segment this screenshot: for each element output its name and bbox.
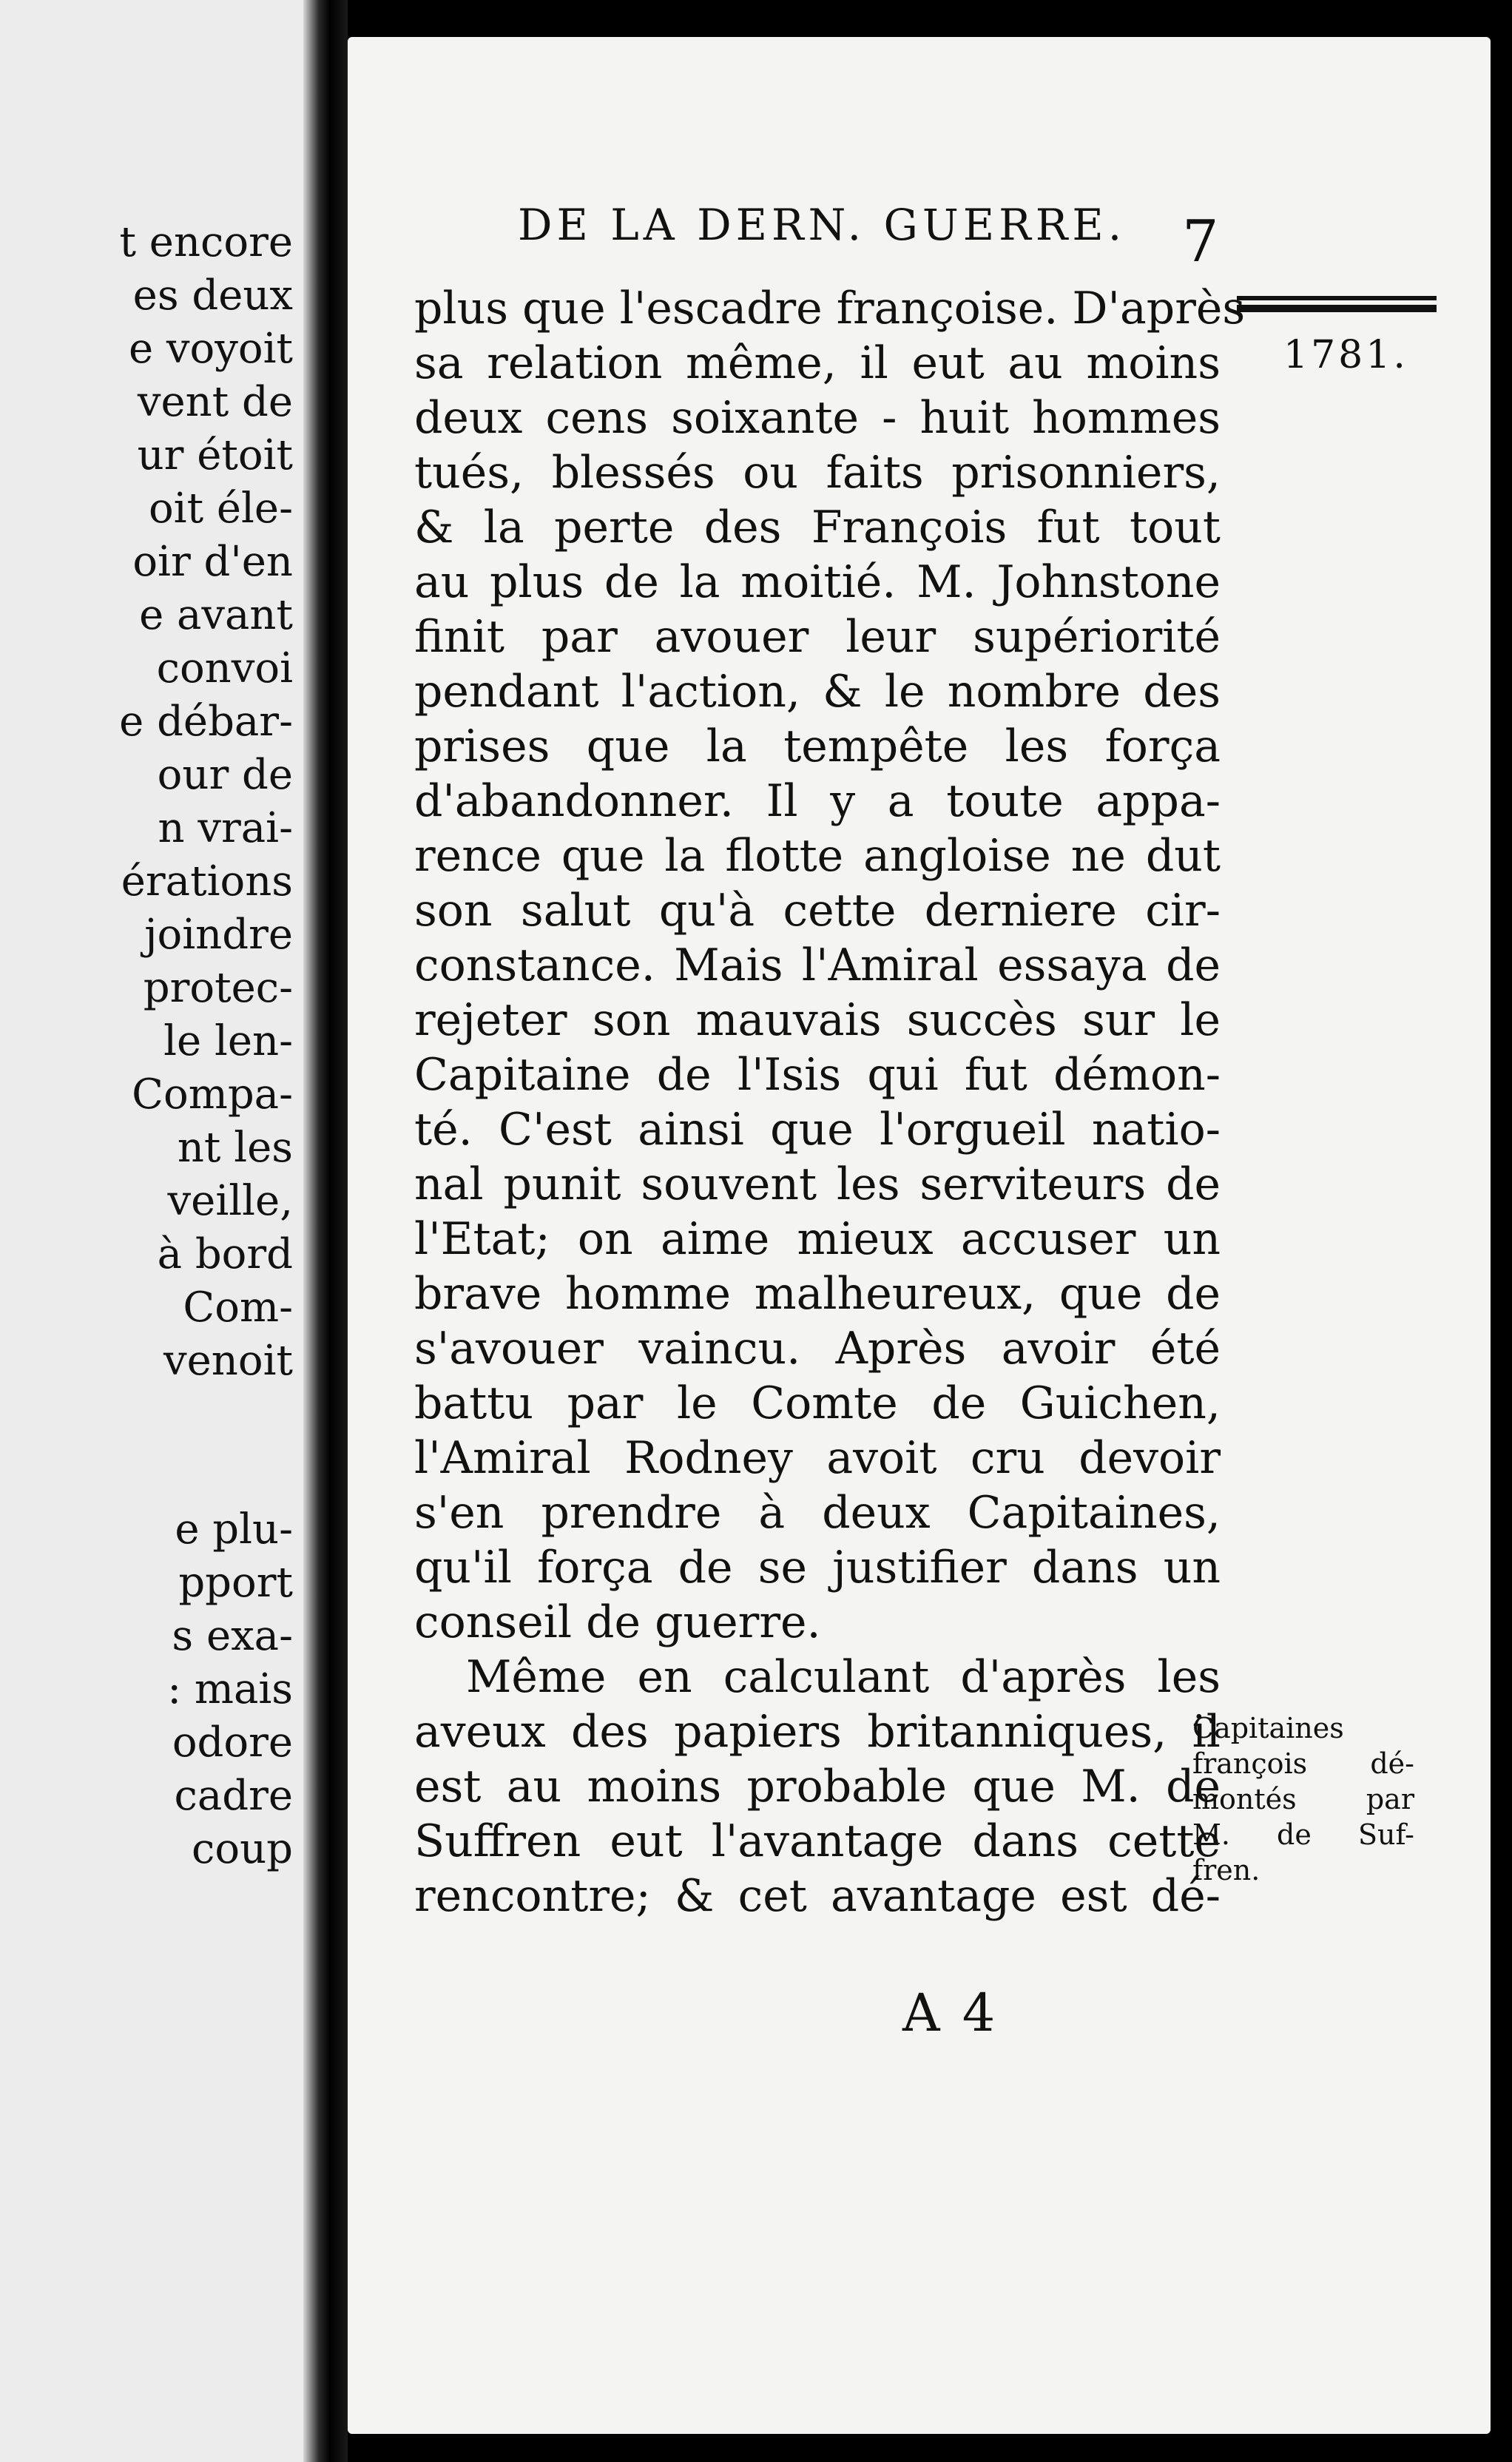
- left-line: cadre: [174, 1772, 293, 1820]
- text-line: Capitaine de l'Isis qui fut démon-: [414, 1049, 1221, 1101]
- text-line: Suffren eut l'avantage dans cette: [414, 1815, 1221, 1867]
- left-line: es deux: [132, 272, 293, 320]
- left-line: Com-: [183, 1284, 293, 1332]
- text-line: té. C'est ainsi que l'orgueil natio-: [414, 1104, 1221, 1156]
- left-line: pport: [178, 1559, 293, 1607]
- margin-note-line: fren.: [1192, 1854, 1260, 1886]
- text-line: aveux des papiers britanniques, il: [414, 1706, 1221, 1758]
- left-line: : mais: [167, 1665, 293, 1713]
- left-line: coup: [192, 1825, 293, 1873]
- left-line: vent de: [137, 378, 293, 426]
- margin-note-line: M. de Suf-: [1192, 1818, 1414, 1851]
- left-line: protec-: [143, 964, 293, 1012]
- left-line: e plu-: [175, 1505, 293, 1554]
- signature-mark: A 4: [902, 1983, 999, 2043]
- text-line: l'Amiral Rodney avoit cru devoir: [414, 1432, 1221, 1484]
- text-line: battu par le Comte de Guichen,: [414, 1377, 1221, 1429]
- text-line: finit par avouer leur supériorité: [414, 611, 1221, 663]
- text-line: est au moins probable que M. de: [414, 1761, 1221, 1812]
- text-line: son salut qu'à cette derniere cir-: [414, 885, 1221, 937]
- margin-note-line: françois dé-: [1192, 1747, 1414, 1780]
- text-line: rence que la flotte angloise ne dut: [414, 830, 1221, 882]
- left-line: n vrai-: [158, 804, 293, 852]
- left-page: [0, 0, 303, 2462]
- margin-note-line: Capitaines: [1192, 1712, 1344, 1744]
- text-line: au plus de la moitié. M. Johnstone: [414, 556, 1221, 608]
- page-number: 7: [1182, 209, 1219, 275]
- page-edge: [1491, 37, 1512, 2434]
- left-line: érations: [121, 857, 293, 905]
- margin-note-line: montés par: [1192, 1783, 1414, 1815]
- left-line: odore: [172, 1719, 293, 1767]
- left-line: t encore: [119, 218, 293, 266]
- left-line: e débar-: [119, 698, 293, 746]
- text-line: conseil de guerre.: [414, 1596, 821, 1648]
- text-line: sa relation même, il eut au moins: [414, 337, 1221, 389]
- left-line: joindre: [144, 911, 293, 959]
- text-line: s'avouer vaincu. Après avoir été: [414, 1323, 1221, 1375]
- margin-rule: [1237, 296, 1437, 312]
- left-page-text: [0, 0, 303, 2462]
- text-line: d'abandonner. Il y a toute appa-: [414, 775, 1221, 827]
- text-line: deux cens soixante - huit hommes: [414, 392, 1221, 444]
- text-line: rejeter son mauvais succès sur le: [414, 994, 1221, 1046]
- left-line: s exa-: [172, 1612, 293, 1660]
- left-line: convoi: [156, 644, 293, 692]
- text-line: nal punit souvent les serviteurs de: [414, 1159, 1221, 1210]
- text-line: rencontre; & cet avantage est dé-: [414, 1870, 1221, 1922]
- left-line: Compa-: [132, 1070, 293, 1119]
- left-line: our de: [157, 751, 293, 799]
- left-line: veille,: [167, 1177, 293, 1225]
- book-gutter: [303, 0, 348, 2462]
- left-line: le len-: [163, 1017, 293, 1065]
- text-line: s'en prendre à deux Capitaines,: [414, 1487, 1221, 1539]
- text-line: qu'il força de se justifier dans un: [414, 1542, 1221, 1593]
- left-line: à bord: [157, 1230, 293, 1278]
- margin-note: [1192, 1710, 1414, 1888]
- left-line: ur étoit: [137, 431, 293, 479]
- margin-year: 1781.: [1283, 333, 1408, 377]
- text-line: tués, blessés ou faits prisonniers,: [414, 447, 1221, 499]
- text-line: & la perte des François fut tout: [414, 502, 1221, 553]
- text-line: brave homme malheureux, que de: [414, 1268, 1221, 1320]
- left-line: oir d'en: [132, 538, 293, 586]
- text-line: l'Etat; on aime mieux accuser un: [414, 1213, 1221, 1265]
- left-line: e avant: [139, 591, 293, 639]
- left-line: e voyoit: [128, 325, 293, 373]
- left-line: venoit: [163, 1337, 293, 1385]
- text-line: constance. Mais l'Amiral essaya de: [414, 940, 1221, 991]
- left-line: nt les: [177, 1124, 293, 1172]
- text-line: plus que l'escadre françoise. D'après: [414, 283, 1246, 334]
- text-line: prises que la tempête les força: [414, 721, 1221, 772]
- left-line: oit éle-: [148, 485, 293, 533]
- text-line: Même en calculant d'après les: [466, 1651, 1221, 1703]
- text-line: pendant l'action, & le nombre des: [414, 666, 1221, 718]
- body-text: [414, 281, 1246, 1923]
- running-title: DE LA DERN. GUERRE.: [518, 200, 1127, 250]
